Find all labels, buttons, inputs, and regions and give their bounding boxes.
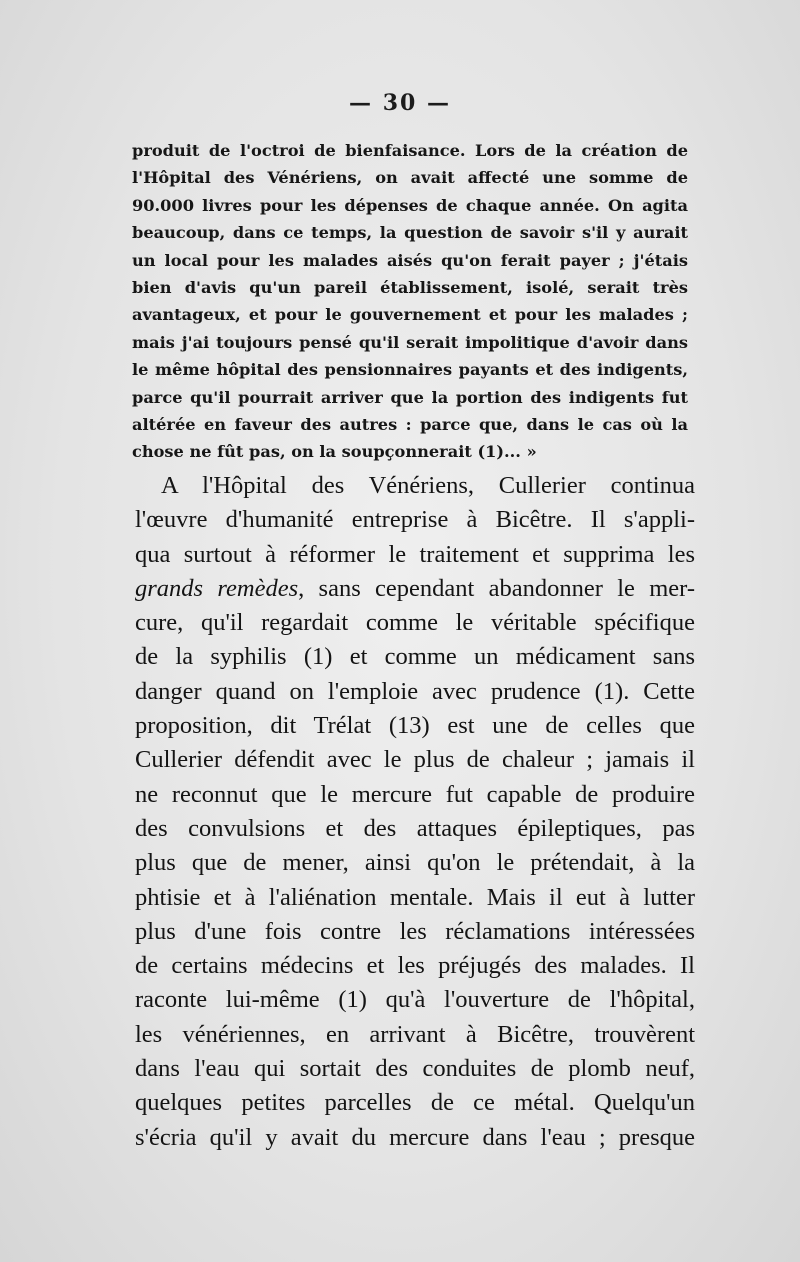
- quote-line: l'Hôpital des Vénériens, on avait affecté une somme de: [132, 168, 688, 188]
- body-line: Cullerier défendit avec le plus de chaleur ; jamais il: [135, 746, 695, 774]
- body-line: raconte lui-même (1) qu'à l'ouverture de l'hôpital,: [135, 986, 695, 1014]
- quote-line: chose ne fût pas, on la soupçonnerait (1)... »: [132, 442, 537, 462]
- body-line: de certains médecins et les préjugés des malades. Il: [135, 952, 695, 980]
- body-line: dans l'eau qui sortait des conduites de plomb neuf,: [135, 1055, 695, 1083]
- quoted-passage: [132, 137, 688, 466]
- page-number: — 30 —: [349, 90, 451, 116]
- body-line: [135, 572, 695, 606]
- body-line: qua surtout à réformer le traitement et supprima les: [135, 540, 695, 568]
- body-line: s'écria qu'il y avait du mercure dans l'eau ; presque: [135, 1123, 695, 1151]
- body-line: danger quand on l'emploie avec prudence (1). Cette: [135, 677, 695, 705]
- quote-line: beaucoup, dans ce temps, la question de savoir s'il y aurait: [132, 223, 688, 243]
- quote-line: mais j'ai toujours pensé qu'il serait impolitique d'avoir dans: [132, 332, 688, 352]
- quote-line: produit de l'octroi de bienfaisance. Lors de la création de: [132, 141, 688, 160]
- body-line: plus que de mener, ainsi qu'on le prétendait, à la: [135, 849, 695, 877]
- body-line: A l'Hôpital des Vénériens, Cullerier continua: [161, 472, 695, 499]
- body-line: des convulsions et des attaques épileptiques, pas: [135, 814, 695, 842]
- body-line: cure, qu'il regardait comme le véritable spécifique: [135, 609, 695, 637]
- body-line: phtisie et à l'aliénation mentale. Mais il eut à lutter: [135, 883, 695, 911]
- body-line: ne reconnut que le mercure fut capable de produire: [135, 780, 695, 808]
- body-line: proposition, dit Trélat (13) est une de celles que: [135, 712, 695, 740]
- body-line: les vénériennes, en arrivant à Bicêtre, trouvèrent: [135, 1020, 695, 1048]
- quote-line: parce qu'il pourrait arriver que la portion des indigents fut: [132, 387, 688, 407]
- quote-line: bien d'avis qu'un pareil établissement, isolé, serait très: [132, 278, 688, 298]
- quote-line: 90.000 livres pour les dépenses de chaque année. On agita: [132, 195, 688, 215]
- body-line: l'œuvre d'humanité entreprise à Bicêtre. Il s'appli-: [135, 506, 695, 534]
- body-line-rest: , sans cependant abandonner le mer-: [298, 574, 696, 602]
- quote-line: un local pour les malades aisés qu'on ferait payer ; j'étais: [132, 250, 688, 270]
- body-line: plus d'une fois contre les réclamations intéressées: [135, 917, 695, 945]
- italic-phrase: grands remèdes: [135, 574, 299, 602]
- body-line: quelques petites parcelles de ce métal. Quelqu'un: [135, 1089, 695, 1117]
- quote-line: avantageux, et pour le gouvernement et pour les malades ;: [132, 305, 688, 325]
- quote-line: altérée en faveur des autres : parce que, dans le cas où la: [132, 415, 688, 435]
- quote-line: le même hôpital des pensionnaires payants et des indigents,: [132, 360, 688, 380]
- body-line: de la syphilis (1) et comme un médicament sans: [135, 643, 695, 671]
- body-paragraph: [135, 469, 695, 1155]
